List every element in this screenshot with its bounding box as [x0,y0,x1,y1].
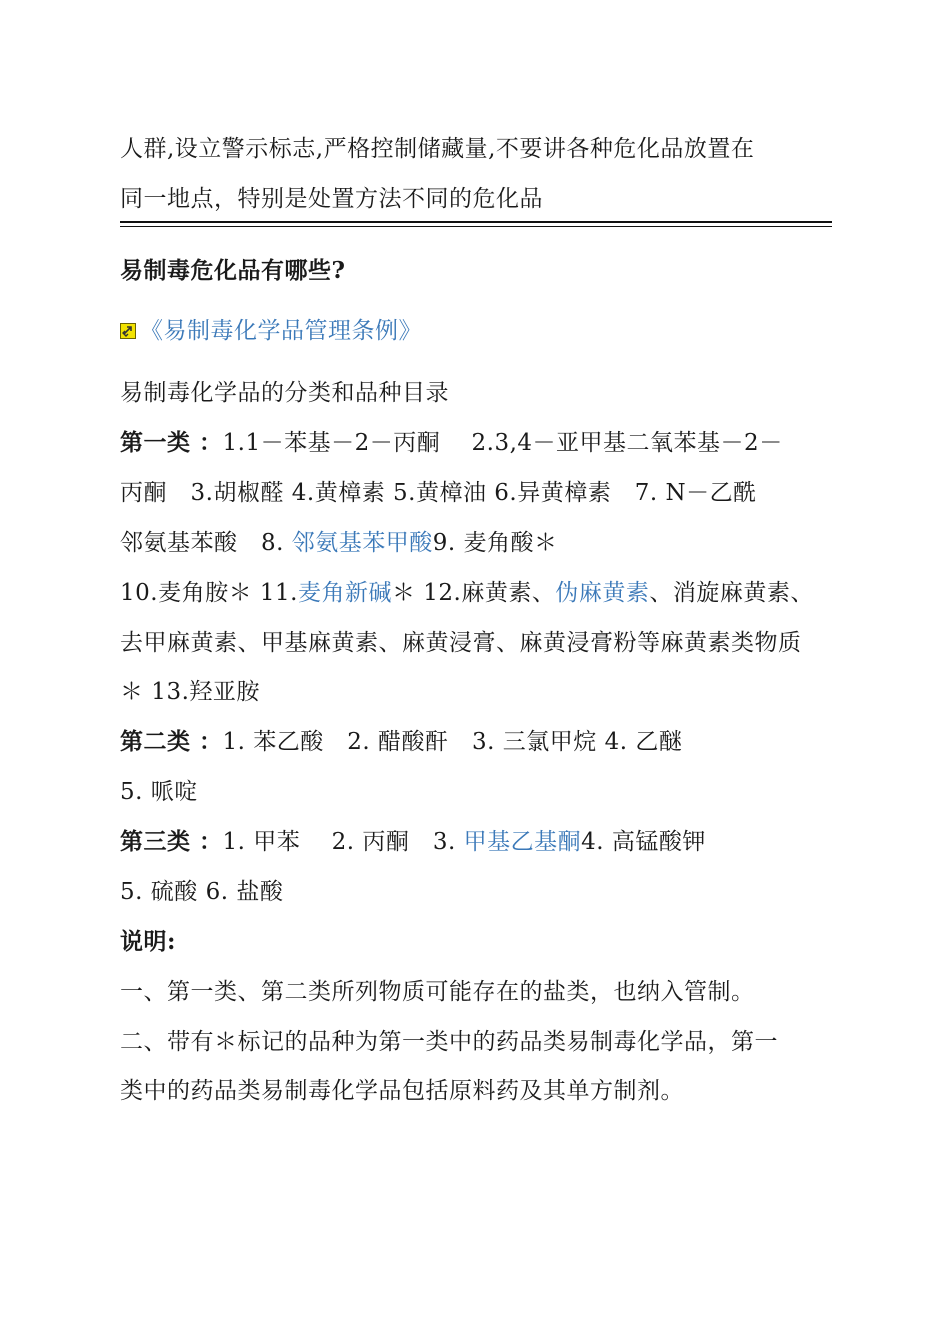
catalog-title: 易制毒化学品的分类和品种目录 [120,380,449,406]
page-heading: 易制毒危化品有哪些? [120,257,346,284]
class1-line4-text: 10.麦角胺＊ 11. [120,580,298,606]
section-divider-bottom [120,226,832,227]
class2-label: 第二类 ： [120,728,223,755]
class1-line-3 [120,528,558,558]
class1-line3-tail: 9. 麦角酸＊ [432,530,558,556]
class1-line3-text: 邻氨基苯酸 8. [120,530,292,556]
methyl-ethyl-ketone-link[interactable]: 甲基乙基酮 [463,829,582,855]
class1-line-2: 丙酮 3.胡椒醛 4.黄樟素 5.黄樟油 6.异黄樟素 7. N－乙酰 [120,480,757,506]
section-divider-top [120,221,832,223]
class2-items-1: 1. 苯乙酸 2. 醋酸酐 3. 三氯甲烷 4. 乙醚 [222,729,683,755]
class3-items-tail: 4. 高锰酸钾 [581,829,706,855]
note-2-line-2: 类中的药品类易制毒化学品包括原料药及其单方制剂。 [120,1078,684,1104]
ergometrine-link[interactable]: 麦角新碱 [297,580,392,606]
note-1: 一、第一类、第二类所列物质可能存在的盐类，也纳入管制。 [120,979,755,1005]
class1-line-4 [120,578,814,608]
regulation-link[interactable]: 《易制毒化学品管理条例》 [140,318,422,344]
class1-label: 第一类 ： [120,429,223,456]
class3-line-2: 5. 硫酸 6. 盐酸 [120,879,284,905]
class1-line4-mid: ＊ 12.麻黄素、 [391,580,556,606]
class3-line-1 [120,827,706,857]
class1-line4-tail: 、消旋麻黄素、 [649,580,814,606]
class1-line-6: ＊ 13.羟亚胺 [120,679,260,705]
document-link-icon[interactable] [120,323,136,339]
intro-line-2: 同一地点，特别是处置方法不同的危化品 [120,186,543,212]
class3-label: 第三类 ： [120,828,223,855]
intro-line-1: 人群,设立警示标志,严格控制储藏量,不要讲各种危化品放置在 [120,136,755,162]
class2-line-1 [120,727,682,757]
anthranilic-acid-link[interactable]: 邻氨基苯甲酸 [291,530,433,556]
pseudoephedrine-link[interactable]: 伪麻黄素 [555,580,650,606]
class2-line-2: 5. 哌啶 [120,779,198,805]
regulation-link-row[interactable] [120,316,422,346]
class1-line-1 [120,428,783,458]
notes-label: 说明: [120,928,176,955]
class1-items-1: 1.1－苯基－2－丙酮 2.3,4－亚甲基二氧苯基－2－ [222,430,783,456]
class1-line-5: 去甲麻黄素、甲基麻黄素、麻黄浸膏、麻黄浸膏粉等麻黄素类物质 [120,630,802,656]
note-2-line-1: 二、带有＊标记的品种为第一类中的药品类易制毒化学品，第一 [120,1029,778,1055]
class3-items-1: 1. 甲苯 2. 丙酮 3. [222,829,464,855]
